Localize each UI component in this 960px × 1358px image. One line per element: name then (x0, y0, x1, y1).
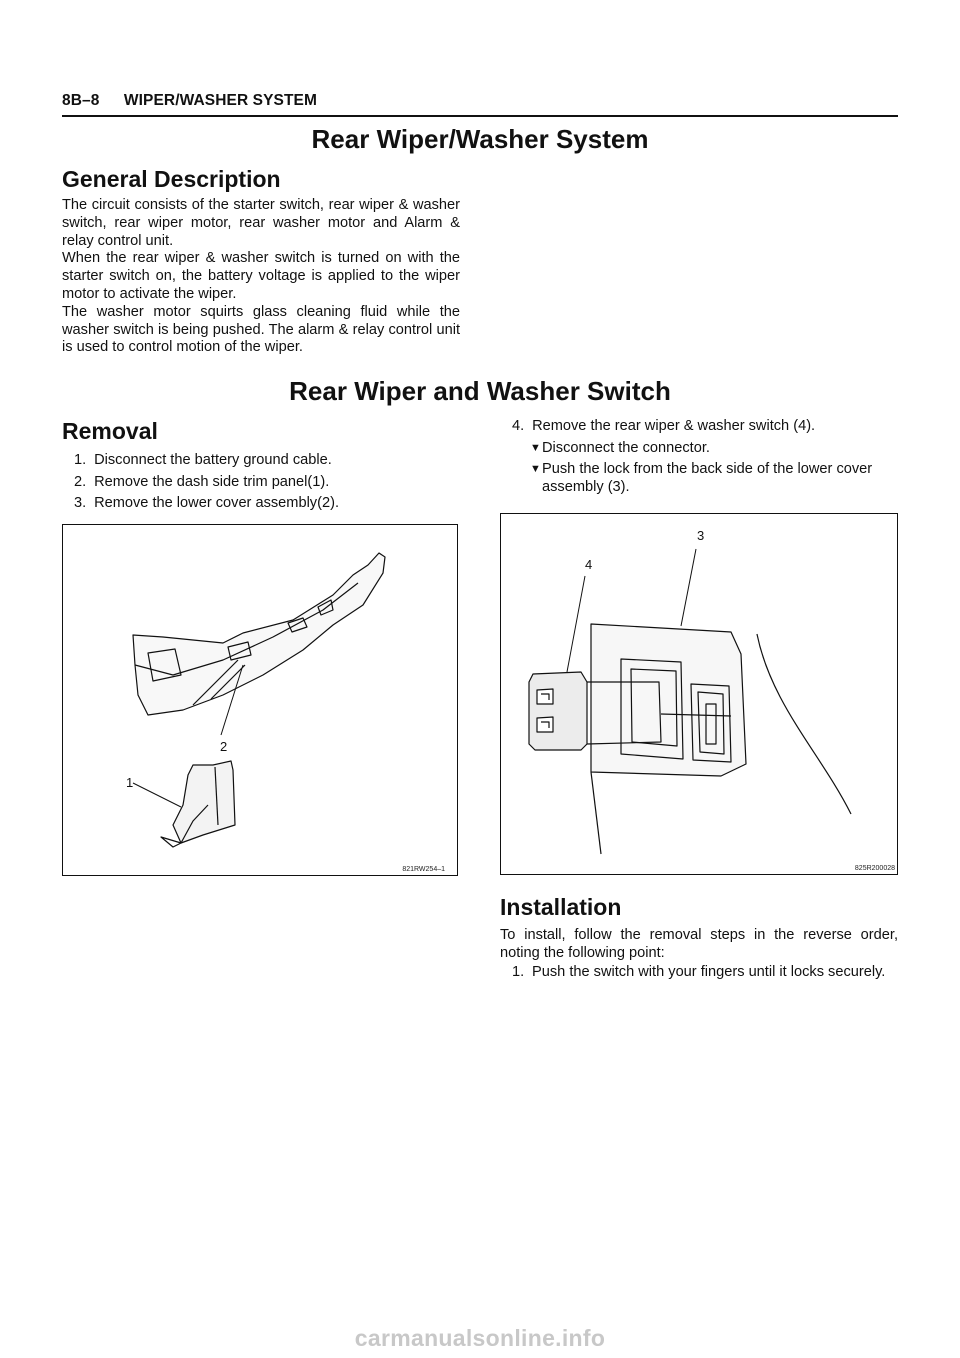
section-title: Rear Wiper and Washer Switch (289, 376, 671, 406)
installation-heading: Installation (500, 894, 622, 920)
bullet-icon: ▼ (530, 463, 541, 475)
callout-2: 2 (220, 739, 228, 754)
step-number: 1. (74, 452, 87, 468)
page-title: Rear Wiper/Washer System (311, 124, 649, 154)
figure-code: 825R200028 (854, 865, 895, 872)
step-number: 4. (512, 418, 525, 434)
list-item (512, 461, 902, 496)
step-text: Disconnect the battery ground cable. (94, 452, 332, 468)
callout-3: 3 (697, 528, 705, 543)
step-text: Remove the dash side trim panel(1). (94, 473, 330, 490)
header-section-number: 8B–8 (62, 92, 100, 109)
bullet-icon: ▼ (530, 441, 541, 454)
paragraph: The circuit consists of the starter switch, rear wiper & washer switch, rear wiper motor, rear washer motor and Alarm & relay control unit. (62, 197, 460, 249)
step-text: Remove the rear wiper & washer switch (4). (532, 418, 816, 434)
list-item (74, 474, 464, 492)
substep-text: Disconnect the connector. (542, 439, 710, 456)
general-description-heading: General Description (62, 166, 281, 192)
substep-text: Push the lock from the back side of the lower cover assembly (3). (542, 461, 873, 495)
figure-code: 821RW254–1 (402, 866, 445, 873)
header-rule (62, 115, 898, 117)
step-number: 2. (74, 473, 87, 490)
removal-steps (74, 452, 464, 517)
figure-lower-cover (62, 524, 458, 876)
step-number: 3. (74, 495, 87, 511)
list-item (512, 440, 902, 458)
step-number: 1. (512, 964, 525, 980)
list-item (74, 495, 464, 513)
list-item (512, 418, 902, 436)
installation-intro: To install, follow the removal steps in the reverse order, noting the following point: (500, 927, 898, 961)
header-title: WIPER/WASHER SYSTEM (123, 92, 317, 109)
paragraph: When the rear wiper & washer switch is turned on with the starter switch on, the battery voltage is applied to the wiper motor to activate the wiper. (62, 250, 460, 302)
running-header (62, 92, 317, 110)
general-description-body (62, 197, 460, 357)
paragraph: The washer motor squirts glass cleaning fluid while the washer switch is being pushed. The alarm & relay control unit is used to control motion of the wiper. (62, 303, 460, 356)
lower-cover-illustration (63, 525, 457, 875)
removal-heading: Removal (62, 418, 158, 444)
installation-steps (512, 964, 898, 982)
watermark: carmanualsonline.info (354, 1325, 606, 1351)
step-text: Remove the lower cover assembly(2). (94, 495, 339, 511)
list-item (74, 452, 464, 470)
callout-1: 1 (126, 775, 134, 790)
removal-step-4 (512, 418, 902, 500)
switch-illustration (501, 514, 897, 874)
figure-switch (500, 513, 898, 875)
callout-4: 4 (585, 557, 593, 572)
step-text: Push the switch with your fingers until it locks securely. (532, 964, 886, 980)
